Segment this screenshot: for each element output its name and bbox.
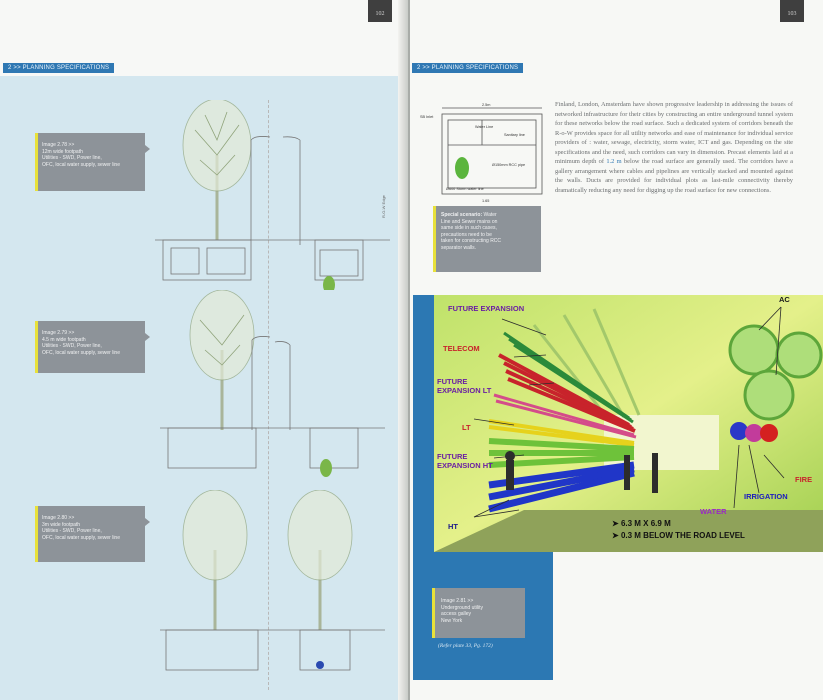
dimension-width: 2.5m bbox=[482, 103, 491, 107]
tunnel-cross-section-diagram bbox=[420, 100, 550, 210]
tunnel-depth: ➤ 0.3 M BELOW THE ROAD LEVEL bbox=[612, 531, 745, 540]
section-tab: 2 >> PLANNING SPECIFICATIONS bbox=[412, 63, 523, 73]
label-ac: AC bbox=[779, 295, 790, 304]
special-scenario-box: Special scenario: Water Line and Sewer mains on same side in such cases, precautions need to be taken for constructing RCC separator walls. bbox=[433, 206, 541, 272]
label-sanitary-line: Sanitary line bbox=[504, 133, 525, 137]
row-edge-label: R-O-W Edge bbox=[381, 195, 386, 218]
label-storm-water: Ø600 Storm water line bbox=[446, 187, 484, 191]
label-rcc-pipe: Ø150mm RCC pipe bbox=[492, 163, 526, 167]
left-page bbox=[0, 0, 408, 700]
label-water: WATER bbox=[700, 507, 727, 516]
label-sb-inlet: SB Inlet bbox=[420, 115, 434, 119]
image-caption-2-81: Image 2.81 >> Underground utility access galley New York bbox=[432, 588, 525, 638]
refer-note: (Refer plate 33, Pg. 172) bbox=[438, 643, 493, 649]
image-caption-2-79: Image 2.79 >> 4.5 m wide footpath Utilities - SWD, Power line, OFC, local water supply, sewer line bbox=[35, 321, 145, 373]
label-irrigation: IRRIGATION bbox=[744, 492, 788, 501]
label-water-line: Water Line bbox=[475, 125, 494, 129]
page-number: 102 bbox=[368, 0, 392, 22]
section-tab: 2 >> PLANNING SPECIFICATIONS bbox=[3, 63, 114, 73]
page-number: 103 bbox=[780, 0, 804, 22]
label-fire: FIRE bbox=[795, 475, 813, 484]
label-lt: LT bbox=[462, 423, 471, 432]
street-section-drawing-2 bbox=[160, 290, 405, 480]
label-telecom: TELECOM bbox=[443, 344, 480, 353]
dimension-height: 1.65 bbox=[482, 199, 490, 203]
label-future-expansion-ht: FUTURE EXPANSION HT bbox=[437, 452, 493, 470]
street-section-drawing-1 bbox=[155, 100, 405, 290]
label-future-expansion-lt: FUTURE EXPANSION LT bbox=[437, 377, 492, 395]
body-text: Finland, London, Amsterdam have shown progressive leadership in addressing the issues of networked infrastructure for their cities by constructing an entire underground tunnel system for these networks below the road surface. Such a dedicated system of corridors beneath the R-o-W provides space for all utility networks and ease of maintenance for individual service providers of : water, sewage, electricity, storm water, ICT and gas. Depending on the site specifications and the need, such corridors can vary in dimension. Precast elements laid at a minimum depth of 1.2 m below the road surface are generally used. The corridors have a gallery arrangement where cables and pipelines are vertically stacked and mounted against the walls. Ducts are provided for individual plots as last-mile connectivity thereby dramatically reducing any need for digging up the road surface for new connections. bbox=[555, 101, 793, 194]
utility-tunnel-illustration bbox=[434, 295, 823, 552]
depth-highlight: 1.2 m bbox=[606, 158, 622, 165]
label-future-expansion: FUTURE EXPANSION bbox=[448, 304, 525, 313]
image-caption-2-78: Image 2.78 >> 12m wide footpath Utilities - SWD, Power line, OFC, local water supply, sewer line bbox=[35, 133, 145, 191]
label-ht: HT bbox=[448, 522, 458, 531]
street-section-drawing-3 bbox=[160, 490, 405, 680]
tunnel-dimension: ➤ 6.3 M X 6.9 M bbox=[612, 519, 671, 528]
image-caption-2-80: Image 2.80 >> 3m wide footpath Utilities - SWD, Power line, OFC, local water supply, sewer line bbox=[35, 506, 145, 562]
